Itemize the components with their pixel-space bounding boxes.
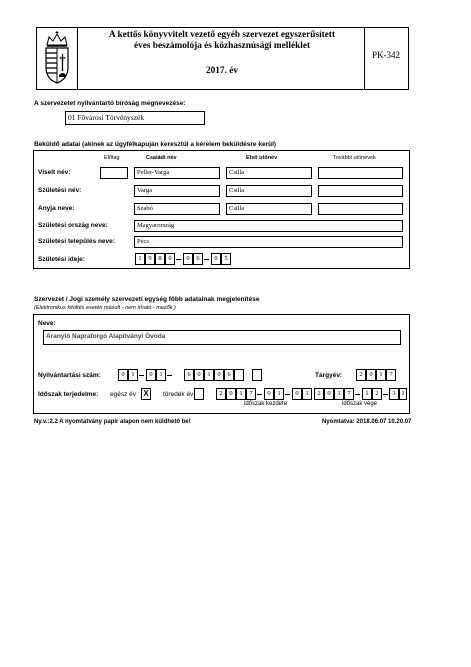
sender-section-title: Beküldő adatai (akinek az ügyfélkapuján keresztül a kérelem beküldésre kerül) [34, 141, 277, 148]
city-value: Pécs [137, 238, 149, 245]
partial-year-label: töredék év [163, 391, 194, 398]
reg-digit [252, 369, 262, 381]
reg-digit: 0 [194, 369, 204, 381]
reg-digit: 1 [128, 369, 138, 381]
dob-digit: 5 [221, 253, 231, 265]
year-digit: 1 [376, 369, 386, 381]
start-digit: 7 [246, 388, 256, 400]
full-year-label: egész év [110, 391, 137, 398]
print-timestamp: Nyomtatva: 2018.06.07 10.20.07 [322, 419, 412, 425]
year-digit: 7 [386, 369, 396, 381]
reg-separator [139, 375, 144, 376]
name-family-field[interactable] [134, 167, 220, 179]
city-field[interactable] [134, 236, 403, 248]
reg-digit: 1 [156, 369, 166, 381]
start-digit: 1 [302, 388, 312, 400]
country-field[interactable] [134, 220, 403, 232]
reg-digit: 0 [214, 369, 224, 381]
start-digit: 1 [274, 388, 284, 400]
end-digit: 1 [399, 388, 407, 400]
end-digit: 7 [344, 388, 354, 400]
country-label: Születési ország neve: [38, 222, 108, 229]
date-separator [257, 394, 262, 395]
period-label: Időszak terjedelme: [38, 391, 99, 398]
start-digit: 2 [216, 388, 226, 400]
header-divider-left [77, 27, 78, 89]
court-field[interactable] [65, 111, 205, 125]
start-digit: 0 [292, 388, 302, 400]
reg-digit: 6 [184, 369, 194, 381]
col-first-header: Első utónév [246, 155, 278, 161]
dob-digit: 1 [135, 253, 145, 265]
birthname-first-value: Csilla [229, 187, 245, 194]
dob-digit: 6 [193, 253, 203, 265]
mother-family-value: Szabó [137, 205, 153, 212]
org-name-label: Neve: [38, 320, 56, 327]
name-prefix-field[interactable] [100, 167, 128, 179]
form-title-line2: éves beszámolója és közhasznúsági melléklet [133, 41, 311, 51]
name-first-value: Csilla [229, 169, 245, 176]
reg-digit: 1 [204, 369, 214, 381]
col-prefix-header: Előtag [104, 155, 120, 161]
dob-digit: 0 [183, 253, 193, 265]
col-other-header: További utónevek [333, 155, 376, 161]
date-separator [285, 394, 290, 395]
end-digit: 1 [334, 388, 344, 400]
birthname-family-field[interactable] [134, 185, 220, 197]
mother-label: Anyja neve: [38, 205, 75, 212]
mother-first-value: Csilla [229, 205, 245, 212]
org-name-field[interactable] [43, 330, 401, 345]
city-label: Születési település neve: [38, 238, 115, 245]
dob-digit: 0 [165, 253, 175, 265]
mother-first-field[interactable] [226, 203, 312, 215]
birthname-first-field[interactable] [226, 185, 312, 197]
end-digit: 1 [362, 388, 372, 400]
reg-digit [234, 369, 244, 381]
full-year-checkbox[interactable]: X [141, 388, 151, 400]
end-digit: 3 [389, 388, 399, 400]
reg-digit: 0 [146, 369, 156, 381]
start-digit: 0 [264, 388, 274, 400]
name-first-field[interactable] [226, 167, 312, 179]
start-digit: 0 [226, 388, 236, 400]
org-section-note: (Elektronikus kitöltés esetén másolt - nem írható - mezők.) [34, 305, 176, 311]
org-section-title: Szervezet / Jogi személy szervezeti egység főbb adatainak megjelenítése [34, 296, 260, 303]
reg-digit: 6 [224, 369, 234, 381]
col-family-header: Családi név [146, 155, 177, 161]
dob-label: Születési ideje: [38, 256, 85, 263]
form-year: 2017. év [205, 66, 239, 76]
birthname-other-field[interactable] [318, 185, 403, 197]
name-other-field[interactable] [318, 167, 403, 179]
birthname-family-value: Varga [137, 187, 153, 194]
dob-digit: 0 [211, 253, 221, 265]
country-value: Magyarország [137, 222, 175, 229]
reg-separator [167, 375, 172, 376]
mother-other-field[interactable] [318, 203, 403, 215]
start-digit: 1 [236, 388, 246, 400]
end-digit: 0 [324, 388, 334, 400]
period-end-caption: időszak vége [342, 401, 378, 407]
footer-note: Ny.v.:2.2 A nyomtatvány papír alapon nem küldhető be! [34, 419, 191, 425]
name-label: Viselt név: [38, 169, 71, 176]
mother-family-field[interactable] [134, 203, 220, 215]
org-name-value: Aranyló Napraforgó Alapítványi Óvoda [46, 333, 166, 340]
birthname-label: Születési név: [38, 187, 82, 194]
reg-label: Nyilvántartási szám: [38, 372, 101, 379]
year-digit: 0 [366, 369, 376, 381]
end-digit: 2 [372, 388, 382, 400]
form-code: PK-342 [371, 50, 400, 60]
coat-of-arms-icon [41, 31, 73, 85]
year-digit: 2 [356, 369, 366, 381]
date-separator [383, 394, 388, 395]
date-separator [204, 259, 209, 260]
year-label: Tárgyév: [315, 372, 343, 379]
court-label: A szervezetet nyilvántartó bíróság megnevezése: [34, 100, 186, 107]
date-separator [176, 259, 181, 260]
reg-digit: 0 [118, 369, 128, 381]
name-family-value: Peller-Varga [137, 169, 170, 176]
dob-digit: 8 [155, 253, 165, 265]
partial-year-checkbox[interactable] [194, 388, 204, 400]
form-title-line1: A kettős könyvvitelt vezető egyéb szervezet egyszerűsített [108, 30, 336, 40]
court-value: 01 Fővárosi Törvényszék [68, 113, 145, 122]
dob-digit: 9 [145, 253, 155, 265]
period-start-caption: időszak kezdete [244, 401, 288, 407]
date-separator [355, 394, 360, 395]
end-digit: 2 [314, 388, 324, 400]
